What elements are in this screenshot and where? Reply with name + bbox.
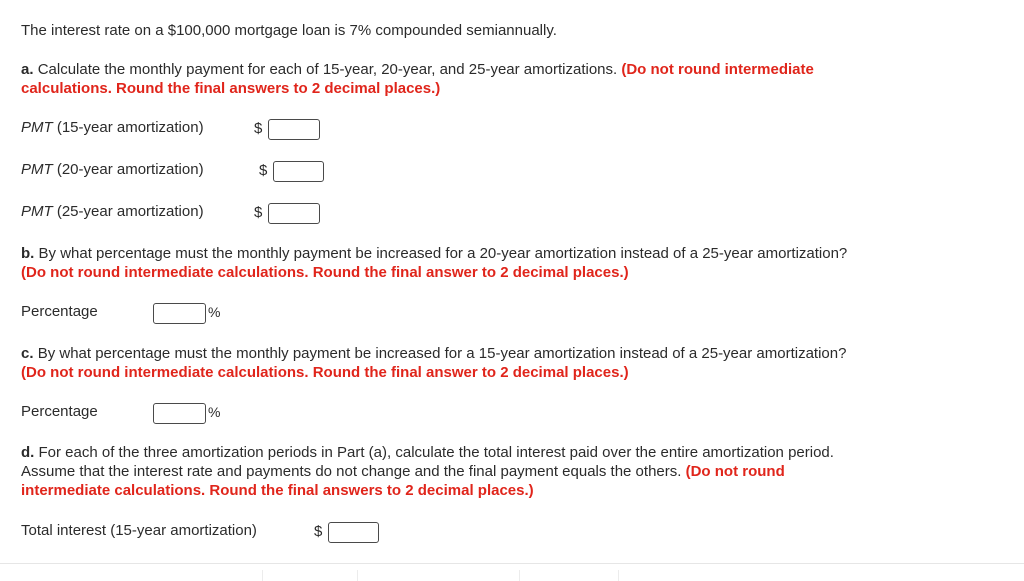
pmt-25-label-italic: PMT <box>21 203 53 220</box>
pmt-25-label <box>21 202 204 221</box>
part-c-question-text: By what percentage must the monthly payment be increased for a 15-year amortization instead of a 25-year amortization? <box>37 345 847 362</box>
part-d-question-text-2: Assume that the interest rate and payments do not change and the final payment equals the others. <box>21 463 682 480</box>
part-c-percentage-label: Percentage <box>21 403 98 420</box>
pmt-15-currency: $ <box>254 120 263 137</box>
part-a-question-text: Calculate the monthly payment for each of 15-year, 20-year, and 25-year amortizations. <box>37 61 618 78</box>
pmt-15-label-text: (15-year amortization) <box>56 119 204 136</box>
pmt-20-label-text: (20-year amortization) <box>56 161 204 178</box>
part-a-instruction-continued: calculations. Round the final answers to 2 decimal places.) <box>21 80 441 97</box>
part-d-question <box>21 443 834 462</box>
pmt-20-label-italic: PMT <box>21 161 53 178</box>
part-b-question-text: By what percentage must the monthly payment be increased for a 20-year amortization instead of a 25-year amortization? <box>38 245 848 262</box>
pmt-25-input[interactable] <box>268 203 320 224</box>
part-d-letter: d. <box>21 444 35 461</box>
part-a-question <box>21 60 814 79</box>
part-c-percent-sign: % <box>208 404 221 420</box>
pmt-20-currency: $ <box>259 162 268 179</box>
table-column-divider <box>618 570 619 581</box>
part-b-letter: b. <box>21 245 35 262</box>
pmt-25-label-text: (25-year amortization) <box>56 203 204 220</box>
part-b-percent-sign: % <box>208 304 221 320</box>
part-d-instruction-continued: intermediate calculations. Round the final answers to 2 decimal places.) <box>21 482 534 499</box>
table-column-divider <box>357 570 358 581</box>
part-a-letter: a. <box>21 61 34 78</box>
part-d-question-text: For each of the three amortization periods in Part (a), calculate the total interest paid over the entire amortization period. <box>38 444 834 461</box>
part-c-percentage-input[interactable] <box>153 403 206 424</box>
part-c-instruction: (Do not round intermediate calculations. Round the final answer to 2 decimal places.) <box>21 364 629 381</box>
part-b-percentage-label: Percentage <box>21 303 98 320</box>
part-b-instruction: (Do not round intermediate calculations. Round the final answer to 2 decimal places.) <box>21 264 629 281</box>
pmt-15-label <box>21 118 204 137</box>
table-column-divider <box>262 570 263 581</box>
part-a-instruction: (Do not round intermediate <box>621 61 814 78</box>
pmt-15-label-italic: PMT <box>21 119 53 136</box>
total-interest-15-label: Total interest (15-year amortization) <box>21 522 257 539</box>
part-b-question <box>21 244 847 263</box>
table-top-border <box>0 563 1024 564</box>
table-column-divider <box>519 570 520 581</box>
part-b-percentage-input[interactable] <box>153 303 206 324</box>
pmt-20-input[interactable] <box>273 161 324 182</box>
total-interest-15-input[interactable] <box>328 522 379 543</box>
pmt-25-currency: $ <box>254 204 263 221</box>
problem-statement: The interest rate on a $100,000 mortgage loan is 7% compounded semiannually. <box>21 22 557 39</box>
total-interest-15-currency: $ <box>314 523 323 540</box>
pmt-20-label <box>21 160 204 179</box>
part-c-letter: c. <box>21 345 34 362</box>
pmt-15-input[interactable] <box>268 119 320 140</box>
part-d-instruction: (Do not round <box>685 463 785 480</box>
part-c-question <box>21 344 846 363</box>
part-d-question-continued <box>21 462 785 481</box>
